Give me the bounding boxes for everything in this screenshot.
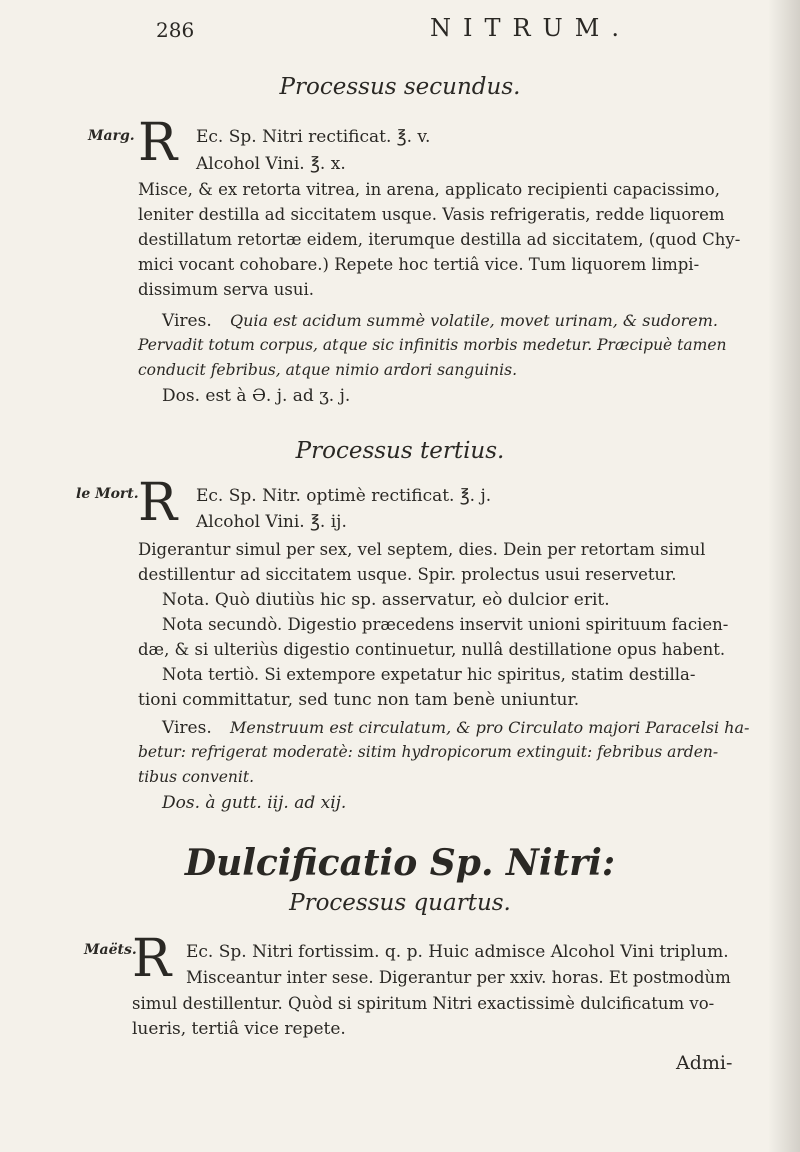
heading-processus-tertius: Processus tertius. bbox=[295, 438, 505, 464]
margin-note-le-mort: le Mort. bbox=[76, 486, 139, 502]
text-line: dæ, & si ulteriùs digestio continuetur, nullâ destillatione opus habent. bbox=[138, 640, 726, 659]
text-line: dissimum serva usui. bbox=[138, 280, 314, 299]
text-line: lueris, tertiâ vice repete. bbox=[132, 1019, 346, 1039]
heading-processus-quartus: Processus quartus. bbox=[289, 890, 511, 916]
text-line: Misce, & ex retorta vitrea, in arena, applicato recipienti capacissimo, bbox=[138, 180, 720, 199]
vires-text: tibus convenit. bbox=[138, 768, 254, 786]
drop-cap-r: R bbox=[138, 113, 178, 173]
vires-label: Vires. bbox=[162, 311, 212, 331]
vires-label: Vires. bbox=[162, 718, 212, 738]
page-edge-shadow bbox=[768, 0, 800, 1152]
vires-text: Quia est acidum summè volatile, movet urinam, & sudorem. bbox=[230, 311, 719, 330]
text-line: Digerantur simul per sex, vel septem, dies. Dein per retortam simul bbox=[138, 540, 706, 559]
text-line: Misceantur inter sese. Digerantur per xxiv. horas. Et postmodùm bbox=[186, 968, 731, 987]
recipe-line: Alcohol Vini. ℥. ij. bbox=[196, 512, 347, 532]
heading-processus-secundus: Processus secundus. bbox=[279, 74, 521, 100]
vires-text: Menstruum est circulatum, & pro Circulato majori Paracelsi ha- bbox=[230, 718, 750, 737]
catchword: Admi- bbox=[676, 1052, 733, 1074]
drop-cap-r: R bbox=[132, 929, 172, 989]
recipe-line: Ec. Sp. Nitri rectificat. ℥. v. bbox=[196, 127, 431, 147]
text-line: Ec. Sp. Nitri fortissim. q. p. Huic admisce Alcohol Vini triplum. bbox=[186, 942, 729, 962]
text-line: simul destillentur. Quòd si spiritum Nitri exactissimè dulcificatum vo- bbox=[132, 994, 715, 1013]
dosis-line: Dos. est à Ə. j. ad ʒ. j. bbox=[162, 386, 351, 406]
vires-text: Pervadit totum corpus, atque sic infinitis morbis medetur. Præcipuè tamen bbox=[138, 336, 727, 354]
text-line: Nota tertiò. Si extempore expetatur hic spiritus, statim destilla- bbox=[162, 665, 696, 684]
drop-cap-r: R bbox=[138, 473, 178, 533]
text-line: tioni committatur, sed tunc non tam benè uniuntur. bbox=[138, 690, 580, 710]
text-line: mici vocant cohobare.) Repete hoc tertiâ vice. Tum liquorem limpi- bbox=[138, 255, 700, 274]
recipe-line: Ec. Sp. Nitr. optimè rectificat. ℥. j. bbox=[196, 486, 492, 506]
page-number: 286 bbox=[156, 18, 195, 42]
margin-note-marg: Marg. bbox=[88, 128, 135, 144]
text-line: Nota secundò. Digestio præcedens inservit unioni spirituum facien- bbox=[162, 615, 729, 634]
text-line: destillatum retortæ eidem, iterumque destilla ad siccitatem, (quod Chy- bbox=[138, 230, 741, 249]
text-line: leniter destilla ad siccitatem usque. Vasis refrigeratis, redde liquorem bbox=[138, 205, 725, 224]
dosis-line: Dos. à gutt. iij. ad xij. bbox=[162, 793, 347, 813]
margin-note-maets: Maëts. bbox=[84, 942, 137, 958]
vires-text: conducit febribus, atque nimio ardori sanguinis. bbox=[138, 361, 517, 379]
section-title-dulcificatio: Dulcificatio Sp. Nitri: bbox=[184, 842, 616, 884]
text-line: destillentur ad siccitatem usque. Spir. prolectus usui reservetur. bbox=[138, 565, 677, 584]
vires-text: betur: refrigerat moderatè: sitim hydropicorum extinguit: febribus arden- bbox=[138, 743, 719, 761]
running-title: NITRUM. bbox=[430, 14, 631, 42]
text-line: Nota. Quò diutiùs hic sp. asservatur, eò dulcior erit. bbox=[162, 590, 610, 610]
recipe-line: Alcohol Vini. ℥. x. bbox=[196, 154, 346, 174]
page-header bbox=[0, 12, 800, 46]
